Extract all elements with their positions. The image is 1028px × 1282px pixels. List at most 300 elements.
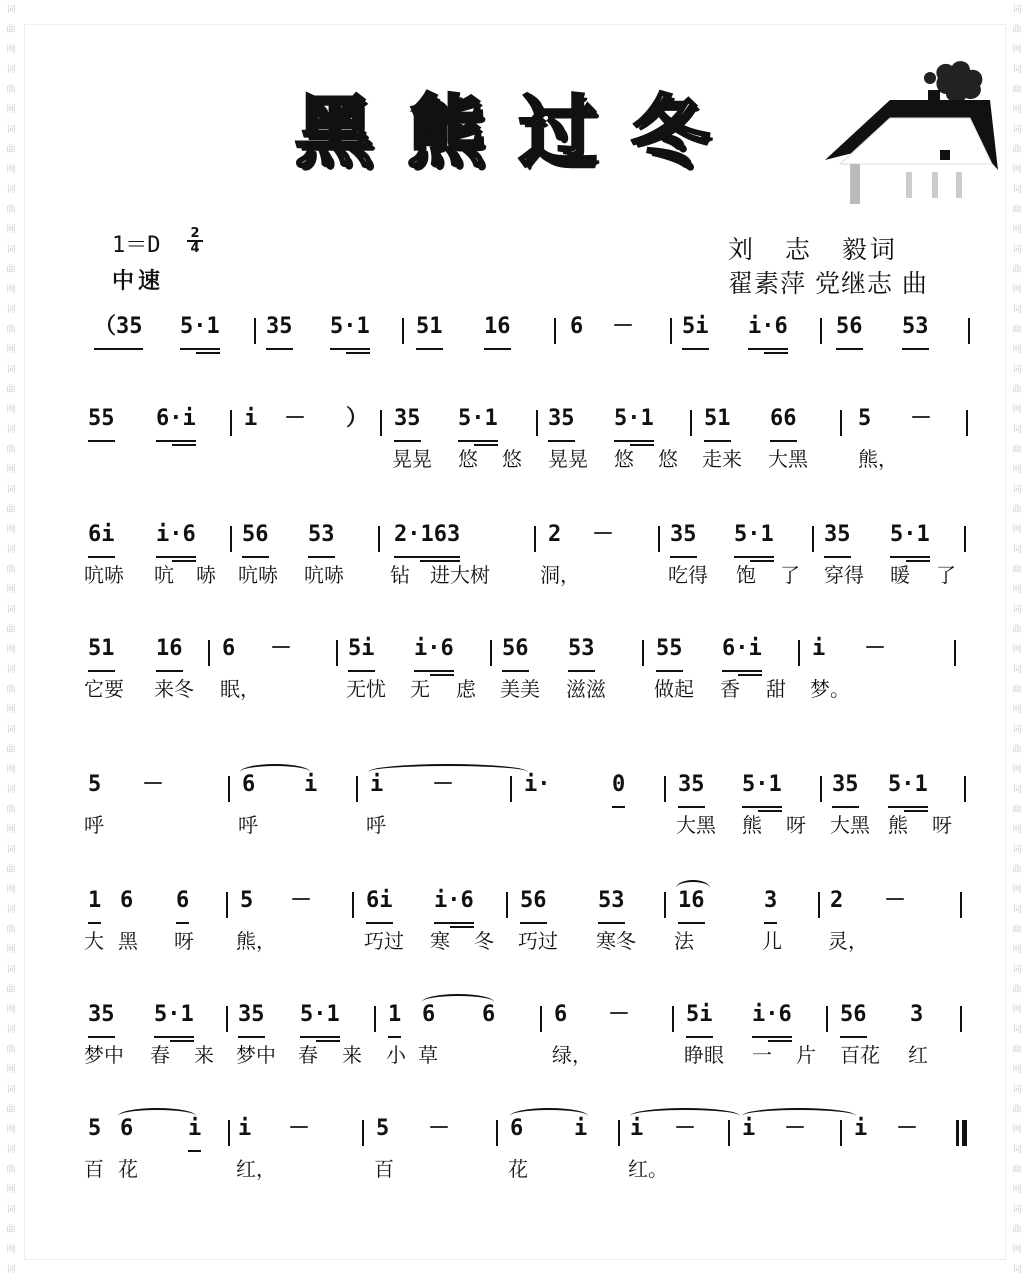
lyric: 小 — [386, 1043, 406, 1067]
lyric: 来冬 — [154, 677, 194, 701]
note-group: 2·163 — [394, 520, 460, 558]
note-group: 53 — [902, 312, 929, 350]
watermark-glyph: 曲 — [6, 385, 16, 395]
lyric: 来 — [342, 1043, 362, 1067]
watermark-glyph: 词 — [6, 365, 16, 375]
watermark-glyph: 网 — [6, 705, 16, 715]
bar-line — [534, 526, 536, 552]
lyric: 了 — [936, 563, 956, 587]
composer-credit: 翟素萍 党继志 曲 — [728, 269, 928, 298]
time-signature — [187, 228, 203, 254]
note-group: 56 — [840, 1000, 867, 1038]
watermark-glyph: 曲 — [6, 1045, 16, 1055]
lyric: 晃晃 — [548, 447, 588, 471]
note-group: 5·1 — [888, 770, 928, 808]
watermark-glyph: 词 — [1012, 845, 1022, 855]
watermark-glyph: 曲 — [6, 565, 16, 575]
note-group: 5·1 — [330, 312, 370, 350]
watermark-glyph: 网 — [1012, 645, 1022, 655]
lyric: 来 — [194, 1043, 214, 1067]
note-group: 6·i — [722, 634, 762, 672]
note-group: 2 — [830, 888, 844, 913]
watermark-glyph: 网 — [6, 465, 16, 475]
watermark-glyph: 词 — [6, 1145, 16, 1155]
note-group: i — [574, 1116, 588, 1141]
watermark-glyph: 词 — [6, 305, 16, 315]
watermark-glyph: 曲 — [1012, 1225, 1022, 1235]
lyric: 熊 — [888, 813, 908, 837]
lyric: 百 — [84, 1157, 104, 1181]
bar-line — [510, 776, 512, 802]
watermark-glyph: 曲 — [6, 325, 16, 335]
watermark-glyph: 网 — [6, 225, 16, 235]
bar-line — [964, 526, 966, 552]
watermark-glyph: 网 — [6, 105, 16, 115]
watermark-glyph: 词 — [6, 245, 16, 255]
watermark-glyph: 曲 — [1012, 505, 1022, 515]
staff-line-3 — [84, 520, 984, 598]
note-group: i — [188, 1114, 201, 1152]
note-group: 5·1 — [300, 1000, 340, 1038]
staff-line-6 — [84, 886, 984, 964]
note-group: 3 — [910, 1002, 924, 1027]
lyric: 大 — [84, 929, 104, 953]
note-group: 5 — [240, 888, 254, 913]
note-group: 6 — [222, 636, 236, 661]
note-group: 6 — [570, 314, 584, 339]
bar-line — [812, 526, 814, 552]
watermark-glyph: 词 — [6, 65, 16, 75]
note-group: i — [630, 1116, 644, 1141]
watermark-glyph: 网 — [1012, 1185, 1022, 1195]
lyric: 穿得 — [824, 563, 864, 587]
note-group: － — [288, 1116, 311, 1141]
note-group: （35 — [94, 312, 143, 350]
watermark-glyph: 词 — [6, 1205, 16, 1215]
watermark-glyph: 词 — [1012, 1205, 1022, 1215]
note-group: － — [290, 888, 313, 913]
watermark-glyph: 网 — [1012, 585, 1022, 595]
watermark-glyph: 词 — [1012, 365, 1022, 375]
watermark-glyph: 曲 — [6, 1105, 16, 1115]
lyric: 熊， — [858, 447, 898, 471]
note-group: 53 — [598, 886, 625, 924]
watermark-glyph: 曲 — [1012, 445, 1022, 455]
note-group: 5 — [88, 1116, 102, 1141]
watermark-glyph: 网 — [6, 645, 16, 655]
watermark-glyph: 曲 — [6, 685, 16, 695]
bar-line — [664, 892, 666, 918]
watermark-glyph: 词 — [6, 5, 16, 15]
staff-line-4 — [84, 634, 984, 712]
lyric: 了 — [780, 563, 800, 587]
note-group: ） — [346, 406, 369, 431]
note-group: 35 — [824, 520, 851, 558]
note-group: 5·1 — [458, 404, 498, 442]
lyric: 吭哧 — [238, 563, 278, 587]
lyric: 红， — [236, 1157, 276, 1181]
note-group: 6 — [554, 1002, 568, 1027]
lyric: 灵， — [828, 929, 868, 953]
watermark-glyph: 曲 — [1012, 745, 1022, 755]
bar-line — [840, 410, 842, 436]
watermark-glyph: 曲 — [1012, 1165, 1022, 1175]
watermark-glyph: 词 — [1012, 485, 1022, 495]
watermark-glyph: 网 — [1012, 705, 1022, 715]
lyric: 走来 — [702, 447, 742, 471]
watermark-glyph: 网 — [6, 825, 16, 835]
note-group: 51 — [704, 404, 731, 442]
watermark-glyph: 词 — [6, 485, 16, 495]
watermark-glyph: 网 — [6, 1065, 16, 1075]
lyric: 吭哧 — [304, 563, 344, 587]
watermark-glyph: 曲 — [6, 865, 16, 875]
note-group: 35 — [88, 1000, 115, 1038]
lyric: 大黑 — [830, 813, 870, 837]
watermark-glyph: 网 — [6, 165, 16, 175]
lyric: 春 — [298, 1043, 318, 1067]
lyric: 呀 — [786, 813, 806, 837]
lyric: 春 — [150, 1043, 170, 1067]
note-group: 5·1 — [742, 770, 782, 808]
bar-line — [228, 776, 230, 802]
bar-line — [840, 1120, 842, 1146]
watermark-glyph: 网 — [1012, 105, 1022, 115]
tempo-marking: 中速 — [112, 269, 165, 294]
bar-line — [728, 1120, 730, 1146]
note-group: － — [142, 772, 165, 797]
bar-line — [254, 318, 256, 344]
bar-line — [208, 640, 210, 666]
bar-line — [818, 892, 820, 918]
note-group: 5·1 — [180, 312, 220, 350]
watermark-glyph: 曲 — [1012, 265, 1022, 275]
watermark-glyph: 曲 — [1012, 925, 1022, 935]
note-group: － — [612, 314, 635, 339]
watermark-glyph: 词 — [1012, 425, 1022, 435]
watermark-glyph: 网 — [6, 945, 16, 955]
note-group: 6i — [88, 520, 115, 558]
note-group: 0 — [612, 770, 625, 808]
watermark-glyph: 词 — [1012, 1145, 1022, 1155]
note-group: 66 — [770, 404, 797, 442]
note-group: 55 — [88, 404, 115, 442]
lyric: 梦。 — [810, 677, 850, 701]
note-group: 35 — [238, 1000, 265, 1038]
bar-line — [230, 410, 232, 436]
watermark-glyph: 词 — [6, 185, 16, 195]
lyric: 悠 — [658, 447, 678, 471]
note-group: 56 — [502, 634, 529, 672]
lyric: 滋滋 — [566, 677, 606, 701]
note-group: － — [270, 636, 293, 661]
watermark-glyph: 曲 — [6, 145, 16, 155]
bar-line — [362, 1120, 364, 1146]
note-group: i· — [524, 772, 551, 797]
left-watermark-strip — [0, 0, 22, 1282]
watermark-glyph: 曲 — [1012, 985, 1022, 995]
watermark-glyph: 网 — [6, 1005, 16, 1015]
note-group: 5i — [686, 1000, 713, 1038]
bar-line — [960, 892, 962, 918]
bar-line — [226, 892, 228, 918]
watermark-glyph: 网 — [1012, 405, 1022, 415]
lyric: 大黑 — [768, 447, 808, 471]
lyric: 呼 — [84, 813, 104, 837]
watermark-glyph: 词 — [1012, 545, 1022, 555]
note-group: 5·1 — [734, 520, 774, 558]
lyric: 晃晃 — [392, 447, 432, 471]
note-group: i — [854, 1116, 868, 1141]
lyric: 巧过 — [518, 929, 558, 953]
watermark-glyph: 曲 — [1012, 565, 1022, 575]
note-group: － — [284, 406, 307, 431]
lyric: 眠， — [220, 677, 260, 701]
lyric: 片 — [796, 1043, 816, 1067]
lyric: 睁眼 — [684, 1043, 724, 1067]
note-group: 5i — [682, 312, 709, 350]
lyric: 悠 — [502, 447, 522, 471]
lyric: 寒冬 — [596, 929, 636, 953]
watermark-glyph: 网 — [1012, 945, 1022, 955]
watermark-glyph: 曲 — [6, 265, 16, 275]
lyric: 红。 — [628, 1157, 668, 1181]
watermark-glyph: 网 — [1012, 885, 1022, 895]
watermark-glyph: 网 — [6, 45, 16, 55]
watermark-glyph: 曲 — [6, 85, 16, 95]
lyric: 法 — [674, 929, 694, 953]
meter-bottom: 4 — [190, 241, 200, 256]
lyric: 无 — [410, 677, 430, 701]
note-group: i·6 — [156, 520, 196, 558]
note-group: i — [742, 1116, 756, 1141]
watermark-glyph: 网 — [1012, 1005, 1022, 1015]
note-group: 5·1 — [890, 520, 930, 558]
note-group: － — [592, 522, 615, 547]
watermark-glyph: 曲 — [1012, 805, 1022, 815]
staff-line-2 — [84, 404, 984, 482]
lyric: 花 — [118, 1157, 138, 1181]
watermark-glyph: 曲 — [6, 925, 16, 935]
watermark-glyph: 词 — [1012, 605, 1022, 615]
right-watermark-strip — [1006, 0, 1028, 1282]
lyric: 虑 — [456, 677, 476, 701]
lyric: 梦中 — [236, 1043, 276, 1067]
watermark-glyph: 词 — [1012, 905, 1022, 915]
note-group: i·6 — [748, 312, 788, 350]
bar-line — [658, 526, 660, 552]
note-group: － — [884, 888, 907, 913]
lyric: 花 — [508, 1157, 528, 1181]
watermark-glyph: 词 — [6, 845, 16, 855]
lyric: 吭 — [154, 563, 174, 587]
house-illustration — [820, 60, 1000, 210]
watermark-glyph: 曲 — [1012, 1105, 1022, 1115]
lyric: 黑 — [118, 929, 138, 953]
watermark-glyph: 网 — [6, 765, 16, 775]
bar-line — [536, 410, 538, 436]
note-group: － — [674, 1116, 697, 1141]
song-title: 黑熊过冬 — [295, 87, 744, 178]
meter-top: 2 — [190, 226, 200, 241]
lyric: 钻 — [390, 563, 410, 587]
bar-line — [670, 318, 672, 344]
lyric: 进大树 — [430, 563, 490, 587]
watermark-glyph: 曲 — [1012, 625, 1022, 635]
note-group: i — [370, 772, 384, 797]
note-group: i·6 — [752, 1000, 792, 1038]
lyric: 百花 — [840, 1043, 880, 1067]
watermark-glyph: 词 — [1012, 1085, 1022, 1095]
note-group: 6 — [482, 1002, 496, 1027]
key-signature: 1＝D — [112, 233, 161, 258]
lyric: 吭哧 — [84, 563, 124, 587]
watermark-glyph: 网 — [6, 585, 16, 595]
bar-line — [642, 640, 644, 666]
bar-line — [960, 1006, 962, 1032]
staff-line-5 — [84, 770, 984, 848]
bar-line — [228, 1120, 230, 1146]
bar-line — [506, 892, 508, 918]
lyric: 香 — [720, 677, 740, 701]
bar-line — [554, 318, 556, 344]
watermark-glyph: 网 — [6, 1245, 16, 1255]
watermark-glyph: 词 — [1012, 1265, 1022, 1275]
lyric: 吃得 — [668, 563, 708, 587]
watermark-glyph: 网 — [1012, 45, 1022, 55]
watermark-glyph: 网 — [6, 885, 16, 895]
note-group: － — [896, 1116, 919, 1141]
note-group: 16 — [156, 634, 183, 672]
note-group: 35 — [548, 404, 575, 442]
watermark-glyph: 曲 — [1012, 85, 1022, 95]
watermark-glyph: 曲 — [1012, 385, 1022, 395]
lyric: 无忧 — [346, 677, 386, 701]
watermark-glyph: 曲 — [6, 625, 16, 635]
note-group: 6 — [120, 888, 134, 913]
watermark-glyph: 网 — [1012, 1125, 1022, 1135]
watermark-glyph: 词 — [1012, 785, 1022, 795]
note-group: i — [304, 772, 318, 797]
bar-line — [966, 410, 968, 436]
bar-line — [968, 318, 970, 344]
note-group: 16 — [484, 312, 511, 350]
bar-line — [490, 640, 492, 666]
lyricist-credit: 刘 志 毅词 — [728, 235, 898, 264]
watermark-glyph: 词 — [6, 1085, 16, 1095]
note-group: 53 — [568, 634, 595, 672]
watermark-glyph: 词 — [6, 965, 16, 975]
bar-line — [380, 410, 382, 436]
watermark-glyph: 网 — [6, 345, 16, 355]
note-group: 35 — [266, 312, 293, 350]
watermark-glyph: 曲 — [1012, 1045, 1022, 1055]
note-group: 6 — [176, 886, 189, 924]
bar-line — [664, 776, 666, 802]
note-group: 35 — [394, 404, 421, 442]
watermark-glyph: 网 — [1012, 465, 1022, 475]
note-group: 56 — [836, 312, 863, 350]
lyric: 熊， — [236, 929, 276, 953]
bar-line — [690, 410, 692, 436]
note-group: i·6 — [414, 634, 454, 672]
lyric: 做起 — [654, 677, 694, 701]
staff-line-7 — [84, 1000, 984, 1078]
staff-line-1 — [84, 312, 984, 390]
note-group: 6·i — [156, 404, 196, 442]
watermark-glyph: 词 — [6, 785, 16, 795]
watermark-glyph: 曲 — [1012, 685, 1022, 695]
lyric: 草 — [418, 1043, 438, 1067]
watermark-glyph: 曲 — [6, 1165, 16, 1175]
bar-line — [954, 640, 956, 666]
lyric: 甜 — [766, 677, 786, 701]
watermark-glyph: 词 — [6, 725, 16, 735]
bar-line — [378, 526, 380, 552]
note-group: 6 — [120, 1116, 134, 1141]
watermark-glyph: 词 — [1012, 65, 1022, 75]
watermark-glyph: 网 — [1012, 1245, 1022, 1255]
watermark-glyph: 词 — [6, 545, 16, 555]
note-group: － — [864, 636, 887, 661]
lyric: 呼 — [366, 813, 386, 837]
lyric: 哧 — [196, 563, 216, 587]
bar-line — [618, 1120, 620, 1146]
note-group: 1 — [88, 886, 101, 924]
note-group: 56 — [520, 886, 547, 924]
watermark-glyph: 网 — [1012, 225, 1022, 235]
note-group: 53 — [308, 520, 335, 558]
watermark-glyph: 词 — [6, 1265, 16, 1275]
note-group: － — [910, 406, 933, 431]
watermark-glyph: 词 — [1012, 1025, 1022, 1035]
note-group: － — [428, 1116, 451, 1141]
watermark-glyph: 词 — [6, 605, 16, 615]
note-group: 5 — [376, 1116, 390, 1141]
bar-line — [356, 776, 358, 802]
lyric: 暖 — [890, 563, 910, 587]
bar-line — [352, 892, 354, 918]
note-group: 35 — [670, 520, 697, 558]
lyric: 呀 — [932, 813, 952, 837]
note-group: 3 — [764, 886, 777, 924]
lyric: 美美 — [500, 677, 540, 701]
note-group: 51 — [88, 634, 115, 672]
lyric: 梦中 — [84, 1043, 124, 1067]
watermark-glyph: 词 — [1012, 665, 1022, 675]
lyric: 呼 — [238, 813, 258, 837]
watermark-glyph: 曲 — [1012, 865, 1022, 875]
lyric: 一 — [752, 1043, 772, 1067]
note-group: 16 — [678, 886, 705, 924]
bar-line — [374, 1006, 376, 1032]
watermark-glyph: 词 — [1012, 305, 1022, 315]
lyric: 饱 — [736, 563, 756, 587]
bar-line — [496, 1120, 498, 1146]
watermark-glyph: 词 — [1012, 185, 1022, 195]
note-group: － — [608, 1002, 631, 1027]
watermark-glyph: 词 — [6, 665, 16, 675]
watermark-glyph: 网 — [6, 1125, 16, 1135]
final-bar-line — [956, 1120, 959, 1146]
note-group: 55 — [656, 634, 683, 672]
lyric: 百 — [374, 1157, 394, 1181]
lyric: 冬 — [474, 929, 494, 953]
lyric: 红 — [908, 1043, 928, 1067]
note-group: 1 — [388, 1000, 401, 1038]
note-group: － — [784, 1116, 807, 1141]
note-group: 5 — [858, 406, 872, 431]
